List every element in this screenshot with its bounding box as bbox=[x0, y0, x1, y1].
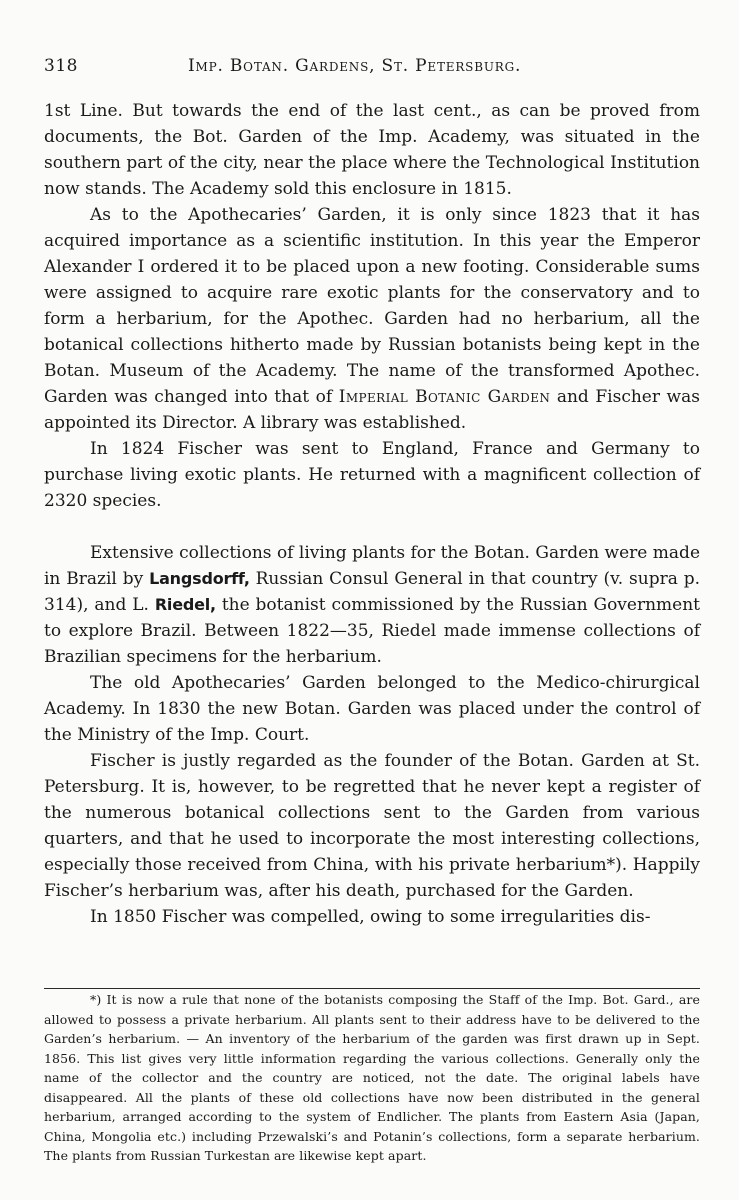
footnote-divider bbox=[44, 988, 700, 989]
paragraph bbox=[44, 202, 700, 436]
footnote-marker: *). bbox=[606, 855, 628, 875]
page-number: 318 bbox=[44, 56, 78, 76]
footnote-text: *) It is now a rule that none of the botanists composing the Staff of the Imp. Bot. Gard., are allowed to possess a private herbarium. All plants sent to their address have to be delivered to the Garden’s herbarium. — An inventory of the herbarium of the garden was first drawn up in Sept. 1856. This list gives very little information regarding the various collections. Generally only the name of the collector and the country are noticed, not the date. The original labels have disappeared. All the plants of these old collections have now been distributed in the general herbarium, arranged according to the system of Endlicher. The plants from Eastern Asia (Japan, China, Mongolia etc.) including Przewalski’s and Potanin’s collections, form a separate herbarium. The plants from Russian Turkestan are likewise kept apart. bbox=[44, 992, 700, 1163]
paragraph bbox=[44, 436, 700, 514]
paragraph-text: 1st Line. But towards the end of the last cent., as can be proved from documents, the Bot. Garden of the Imp. Academy, was situated in the southern part of the city, near the place where the Technological Institution now stands. The Academy sold this enclosure in 1815. bbox=[44, 101, 700, 199]
paragraph bbox=[44, 98, 700, 202]
main-text bbox=[44, 98, 700, 930]
running-title: Imp. Botan. Gardens, St. Petersburg. bbox=[188, 56, 522, 76]
page-header bbox=[44, 56, 700, 80]
footnote bbox=[44, 990, 700, 1166]
garden-name-smallcaps: Imperial Botanic Garden bbox=[338, 387, 551, 407]
collector-name: Riedel, bbox=[154, 595, 216, 614]
paragraph bbox=[44, 904, 700, 930]
paragraph-text: Fischer is justly regarded as the founder of the Botan. Garden at St. Petersburg. It is, however, to be regretted that he never kept a register of the numerous botanical collections sent to the Garden from various quarters, and that he used to incorporate the most interesting collections, especially those received from China, with his private herbarium bbox=[44, 751, 700, 875]
paragraph bbox=[44, 670, 700, 748]
paragraph-text: Extensive collections of living plants for the Botan. Garden were made in Brazil by bbox=[44, 543, 700, 589]
paragraph-text: Happily Fischer’s herbarium was, after his death, purchased for the Garden. bbox=[44, 855, 700, 901]
paragraph-text: the botanist commissioned by the Russian Government to explore Brazil. Between 1822—35, Riedel made immense collections of Brazilian specimens for the herbarium. bbox=[44, 595, 701, 667]
collector-name: Langsdorff, bbox=[149, 569, 250, 588]
paragraph-text: As to the Apothecaries’ Garden, it is only since 1823 that it has acquired importance as a scientific institution. In this year the Emperor Alexander I ordered it to be placed upon a new footing. Considerable sums were assigned to acquire rare exotic plants for the conservatory and to form a herbarium, for the Apothec. Garden had no herbarium, all the botanical collections hitherto made by Russian botanists being kept in the Botan. Museum of the Academy. The name of the transformed Apothec. Garden was changed into that of bbox=[44, 205, 700, 407]
paragraph-text: and Fischer was appointed its Director. A library was established. bbox=[44, 387, 700, 433]
paragraph bbox=[44, 748, 700, 904]
paragraph-text: In 1850 Fischer was compelled, owing to some irregularities dis- bbox=[90, 907, 651, 927]
paragraph-text: Russian Consul General in that country (v. supra p. 314), and L. bbox=[44, 569, 700, 615]
paragraph bbox=[44, 540, 700, 670]
paragraph-text: In 1824 Fischer was sent to England, France and Germany to purchase living exotic plants. He returned with a magnificent collection of 2320 species. bbox=[44, 439, 700, 511]
paragraph-text: The old Apothecaries’ Garden belonged to the Medico-chirurgical Academy. In 1830 the new Botan. Garden was placed under the control of the Ministry of the Imp. Court. bbox=[44, 673, 700, 745]
